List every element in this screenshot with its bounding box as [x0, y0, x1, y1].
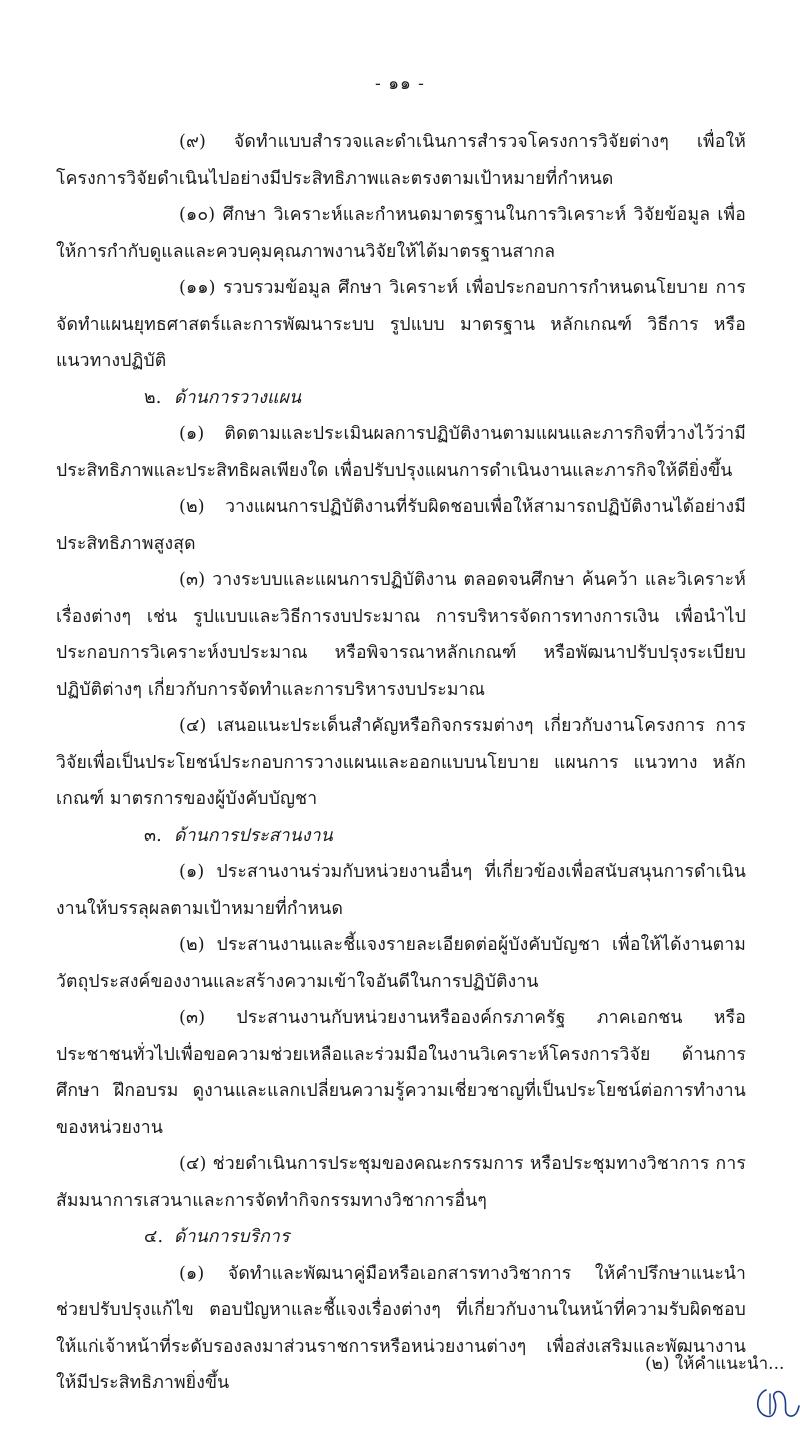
- section-title: ด้านการบริการ: [174, 1227, 290, 1247]
- page-number: - ๑๑ -: [375, 74, 425, 94]
- section-number: ๔.: [144, 1227, 164, 1247]
- item-planning-1: (๑) ติดตามและประเมินผลการปฏิบัติงานตามแผนและภารกิจที่วางไว้ว่ามีประสิทธิภาพและประสิทธิผลเพียงใด เพื่อปรับปรุงแผนการดำเนินงานและภารกิจให้ดียิ่งขึ้น: [56, 424, 746, 481]
- signature-initials: [752, 1382, 800, 1422]
- item-planning-4: (๔) เสนอแนะประเด็นสำคัญหรือกิจกรรมต่างๆ เกี่ยวกับงานโครงการ การวิจัยเพื่อเป็นประโยชน์ประกอบการวางแผนและออกแบบนโยบาย แผนการ แนวทาง หลักเกณฑ์ มาตรการของผู้บังคับบัญชา: [56, 716, 746, 809]
- item-policy-data: (๑๑) รวบรวมข้อมูล ศึกษา วิเคราะห์ เพื่อประกอบการกำหนดนโยบาย การจัดทำแผนยุทธศาสตร์และการพัฒนาระบบ รูปแบบ มาตรฐาน หลักเกณฑ์ วิธีการ หรือแนวทางปฏิบัติ: [56, 278, 746, 371]
- section-title: ด้านการวางแผน: [174, 387, 302, 408]
- item-service-1: (๑) จัดทำและพัฒนาคู่มือหรือเอกสารทางวิชาการ ให้คำปรึกษาแนะนำ ช่วยปรับปรุงแก้ไข ตอบปัญหาและชี้แจงเรื่องต่างๆ ที่เกี่ยวกับงานในหน้าที่ความรับผิดชอบให้แก่เจ้าหน้าที่ระดับรองลงมาส่วนราชการหรือหน่วยงานต่างๆ เพื่อส่งเสริมและพัฒนางานให้มีประสิทธิภาพยิ่งขึ้น: [56, 1263, 746, 1393]
- item-research-survey: (๙) จัดทำแบบสำรวจและดำเนินการสำรวจโครงการวิจัยต่างๆ เพื่อให้โครงการวิจัยดำเนินไปอย่างมีประสิทธิภาพและตรงตามเป้าหมายที่กำหนด: [56, 132, 746, 189]
- section-heading-service: [56, 1219, 746, 1256]
- item-planning-3: (๓) วางระบบและแผนการปฏิบัติงาน ตลอดจนศึกษา ค้นคว้า และวิเคราะห์เรื่องต่างๆ เช่น รูปแบบและวิธีการงบประมาณ การบริหารจัดการทางการเงิน เพื่อนำไปประกอบการวิเคราะห์งบประมาณ หรือพิจารณาหลักเกณฑ์ หรือพัฒนาปรับปรุงระเบียบปฏิบัติต่างๆ เกี่ยวกับการจัดทำและการบริหารงบประมาณ: [56, 570, 746, 700]
- item-analysis-standards: (๑๐) ศึกษา วิเคราะห์และกำหนดมาตรฐานในการวิเคราะห์ วิจัยข้อมูล เพื่อให้การกำกับดูแลและควบคุมคุณภาพงานวิจัยให้ได้มาตรฐานสากล: [56, 205, 746, 262]
- continuation-text: (๒) ให้คำแนะนำ...: [645, 1354, 785, 1374]
- section-heading-coordination: [56, 818, 746, 855]
- item-coordination-1: (๑) ประสานงานร่วมกับหน่วยงานอื่นๆ ที่เกี่ยวข้องเพื่อสนับสนุนการดำเนินงานให้บรรลุผลตามเป้าหมายที่กำหนด: [56, 862, 746, 919]
- section-title: ด้านการประสานงาน: [174, 825, 333, 846]
- item-coordination-3: (๓) ประสานงานกับหน่วยงานหรือองค์กรภาครัฐ ภาคเอกชน หรือประชาชนทั่วไปเพื่อขอความช่วยเหลือและร่วมมือในงานวิเคราะห์โครงการวิจัย ด้านการศึกษา ฝึกอบรม ดูงานและแลกเปลี่ยนความรู้ความเชี่ยวชาญที่เป็นประโยชน์ต่อการทำงานของหน่วยงาน: [56, 1008, 746, 1138]
- document-body: [56, 124, 746, 1402]
- item-planning-2: (๒) วางแผนการปฏิบัติงานที่รับผิดชอบเพื่อให้สามารถปฏิบัติงานได้อย่างมีประสิทธิภาพสูงสุด: [56, 497, 746, 554]
- item-coordination-4: (๔) ช่วยดำเนินการประชุมของคณะกรรมการ หรือประชุมทางวิชาการ การสัมมนาการเสวนาและการจัดทำกิจกรรมทางวิชาการอื่นๆ: [56, 1154, 746, 1211]
- section-number: ๓.: [144, 825, 162, 846]
- section-heading-planning: [56, 380, 746, 417]
- item-coordination-2: (๒) ประสานงานและชี้แจงรายละเอียดต่อผู้บังคับบัญชา เพื่อให้ได้งานตามวัตถุประสงค์ของงานและสร้างความเข้าใจอันดีในการปฏิบัติงาน: [56, 935, 746, 992]
- section-number: ๒.: [144, 387, 162, 408]
